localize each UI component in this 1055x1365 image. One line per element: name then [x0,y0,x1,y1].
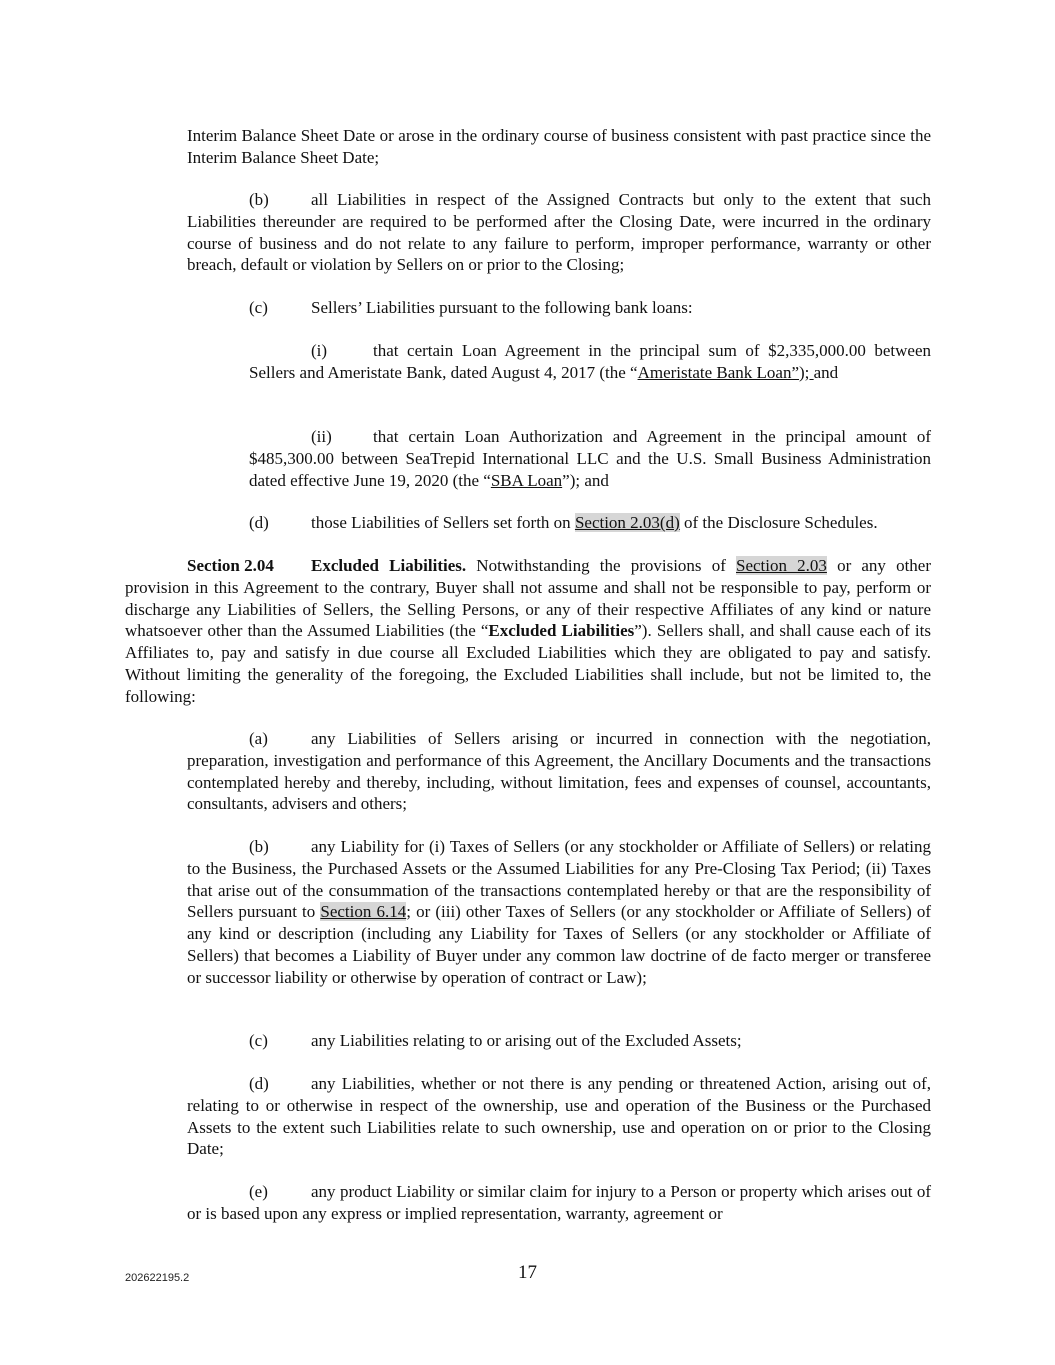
excluded-liability-d: (d) any Liabilities, whether or not there is any pending or threatened Action, arising out of, relating to or otherwise in respect of the ownership, use and operation of the Business or the Purchased Assets to the extent such Liabilities relate to such ownership, use and operation on or prior to the Closing Date; [187,1074,931,1159]
section-2-03-d-link[interactable]: Section 2.03(d) [574,513,680,532]
excluded-liabilities-term: Excluded Liabilities [488,621,635,641]
paragraph-intro: Interim Balance Sheet Date or arose in the ordinary course of business consistent with past practice since the Interim Balance Sheet Date; [187,126,931,167]
excluded-liability-e: (e) any product Liability or similar claim for injury to a Person or property which arises out of or is based upon any express or implied representation, warranty, agreement or [187,1182,931,1223]
assumed-liability-c: (c) Sellers’ Liabilities pursuant to the following bank loans: [249,298,693,317]
item-label: (e) [249,1182,268,1201]
document-id: 202622195.2 [125,1272,190,1284]
section-number: Section 2.04 [187,556,274,575]
item-label: (b) [249,837,269,856]
section-2-04: Section 2.04 Excluded Liabilities. Notwithstanding the provisions of Section 2.03 or any other provision in this Agreement to the contrary, Buyer shall not assume and shall not be responsible to pay, perform or discharge any Liabilities of Sellers, the Selling Persons, or any of their respective Affiliates of any kind or nature whatsoever other than the Assumed Liabilities (the “Excluded Liabilities”). Sellers shall, and shall cause each of its Affiliates to, pay and satisfy in due course all Excluded Liabilities which they are obligated to pay and satisfy. Without limiting the generality of the foregoing, the Excluded Liabilities shall include, but not be limited to, the following: [125,556,932,706]
excluded-liability-c: (c) any Liabilities relating to or arising out of the Excluded Assets; [249,1031,742,1050]
section-2-03-link[interactable]: Section 2.03 [736,556,827,575]
sba-loan-term: SBA Loan [490,470,563,490]
assumed-liability-d: (d) those Liabilities of Sellers set forth on Section 2.03(d) of the Disclosure Schedules. [249,513,878,532]
page-number: 17 [518,1262,537,1283]
bank-loan-i: (i) that certain Loan Agreement in the principal sum of $2,335,000.00 between Sellers and Ameristate Bank, dated August 4, 2017 (the “Ameristate Bank Loan”); and [249,341,931,382]
ameristate-bank-loan-term: Ameristate Bank Loan”); [637,362,814,382]
item-label: (d) [249,513,269,532]
item-label: (ii) [311,427,332,446]
item-label: (c) [249,1031,268,1050]
excluded-liability-a: (a) any Liabilities of Sellers arising or incurred in connection with the negotiation, preparation, investigation and performance of this Agreement, the Ancillary Documents and the transactions contemplated hereby and thereby, including, without limitation, fees and expenses of counsel, accountants, consultants, advisers and others; [187,729,931,814]
section-6-14-link[interactable]: Section 6.14 [320,902,407,922]
item-label: (b) [249,190,269,209]
item-label: (a) [249,729,268,748]
section-title: Excluded Liabilities. [311,556,467,575]
item-label: (d) [249,1074,269,1093]
item-label: (c) [249,298,268,317]
item-label: (i) [311,341,328,360]
bank-loan-ii: (ii) that certain Loan Authorization and Agreement in the principal amount of $485,300.00 between SeaTrepid International LLC and the U.S. Small Business Administration dated effective June 19, 2020 (the “SBA Loan”); and [249,427,931,490]
assumed-liability-b: (b) all Liabilities in respect of the Assigned Contracts but only to the extent that such Liabilities thereunder are required to be performed after the Closing Date, were incurred in the ordinary course of business and do not relate to any failure to perform, improper performance, warranty or other breach, default or violation by Sellers on or prior to the Closing; [187,190,931,275]
excluded-liability-b: (b) any Liability for (i) Taxes of Sellers (or any stockholder or Affiliate of Sellers) or relating to the Business, the Purchased Assets or the Assumed Liabilities for any Pre-Closing Tax Period; (ii) Taxes that arise out of the consummation of the transactions contemplated hereby or that are the responsibility of Sellers pursuant to Section 6.14; or (iii) other Taxes of Sellers (or any stockholder or Affiliate of Sellers) of any kind or description (including any Liability for Taxes of Sellers (or any stockholder or Affiliate of Sellers) that becomes a Liability of Buyer under any common law doctrine of de facto merger or transferee or successor liability or otherwise by operation of contract or Law); [187,837,932,987]
